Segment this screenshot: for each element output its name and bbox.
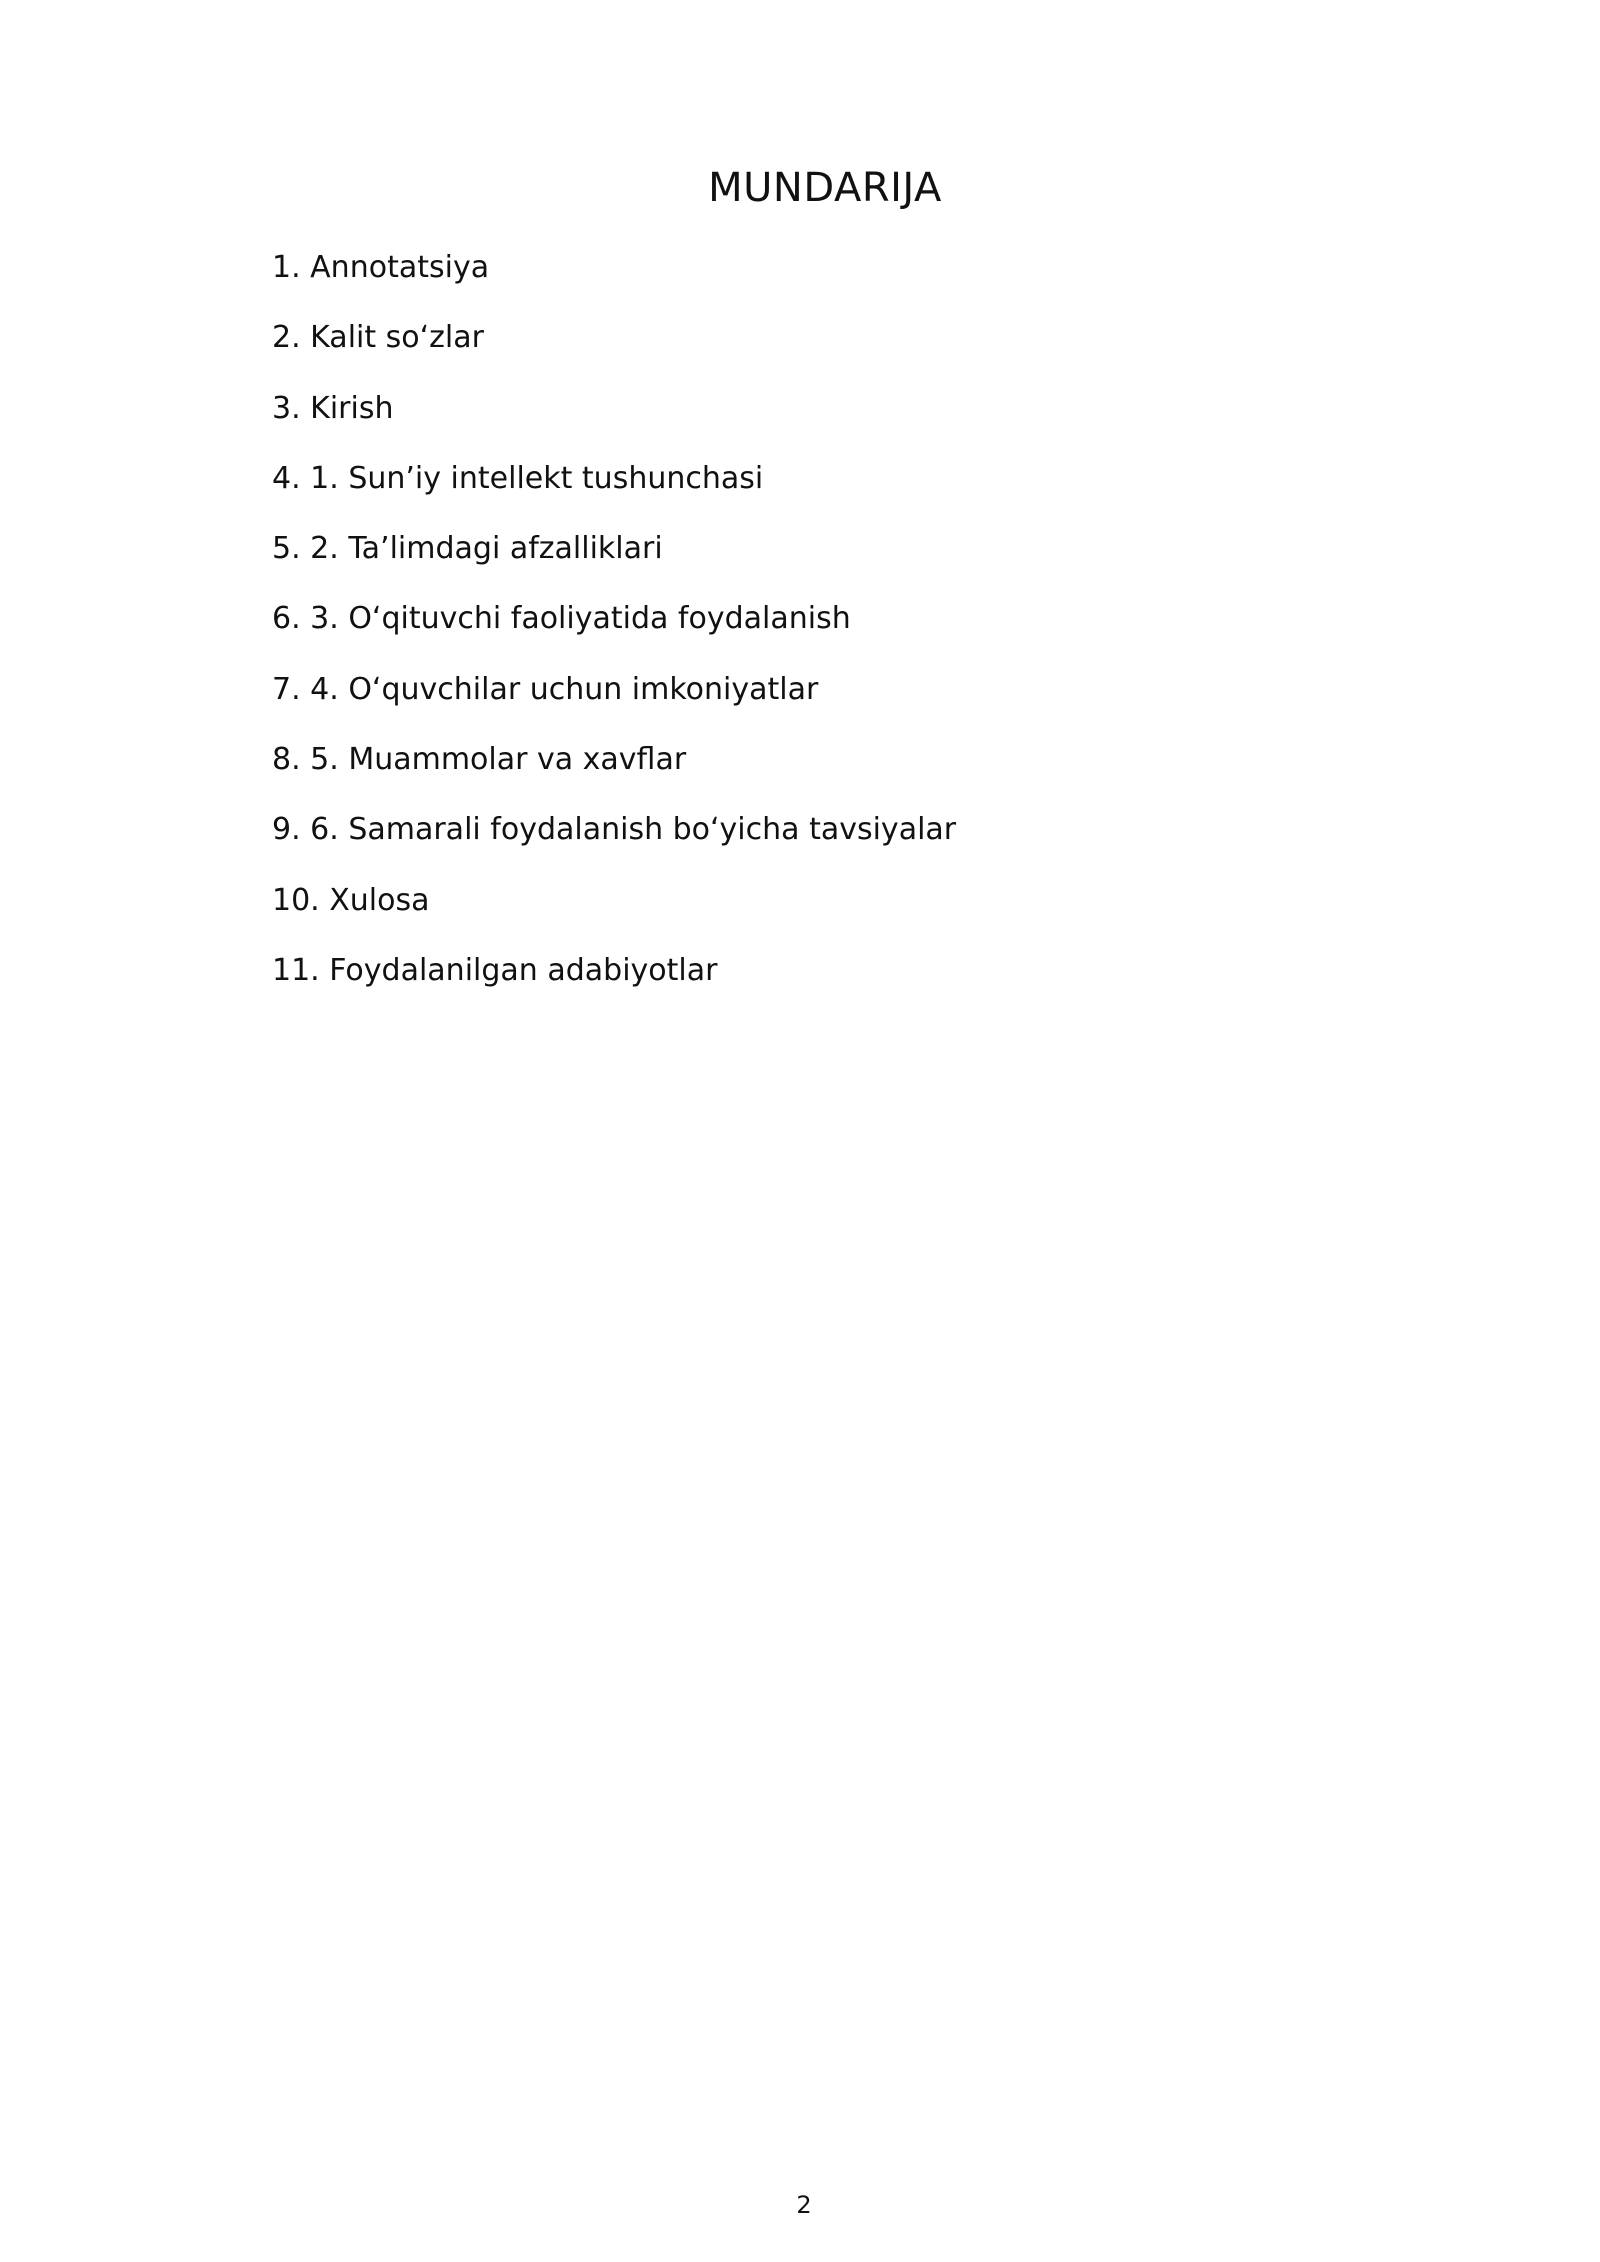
toc-item: 7. 4. O‘quvchilar uchun imkoniyatlar — [272, 671, 819, 707]
toc-item: 6. 3. O‘qituvchi faoliyatida foydalanish — [272, 601, 851, 637]
page-title: MUNDARIJA — [708, 165, 942, 211]
toc-item: 11. Foydalanilgan adabiyotlar — [272, 952, 718, 988]
toc-item: 4. 1. Sun’iy intellekt tushunchasi — [272, 460, 764, 496]
table-of-contents — [272, 248, 956, 1021]
toc-item: 10. Xulosa — [272, 882, 430, 918]
toc-item: 1. Annotatsiya — [272, 250, 490, 285]
toc-item: 8. 5. Muammolar va xavflar — [272, 742, 687, 778]
page-number: 2 — [796, 2191, 812, 2219]
toc-item: 9. 6. Samarali foydalanish bo‘yicha tavsiyalar — [272, 812, 957, 848]
toc-item: 3. Kirish — [272, 390, 394, 426]
toc-item: 2. Kalit so‘zlar — [272, 320, 484, 356]
toc-item: 5. 2. Ta’limdagi afzalliklari — [272, 531, 663, 567]
